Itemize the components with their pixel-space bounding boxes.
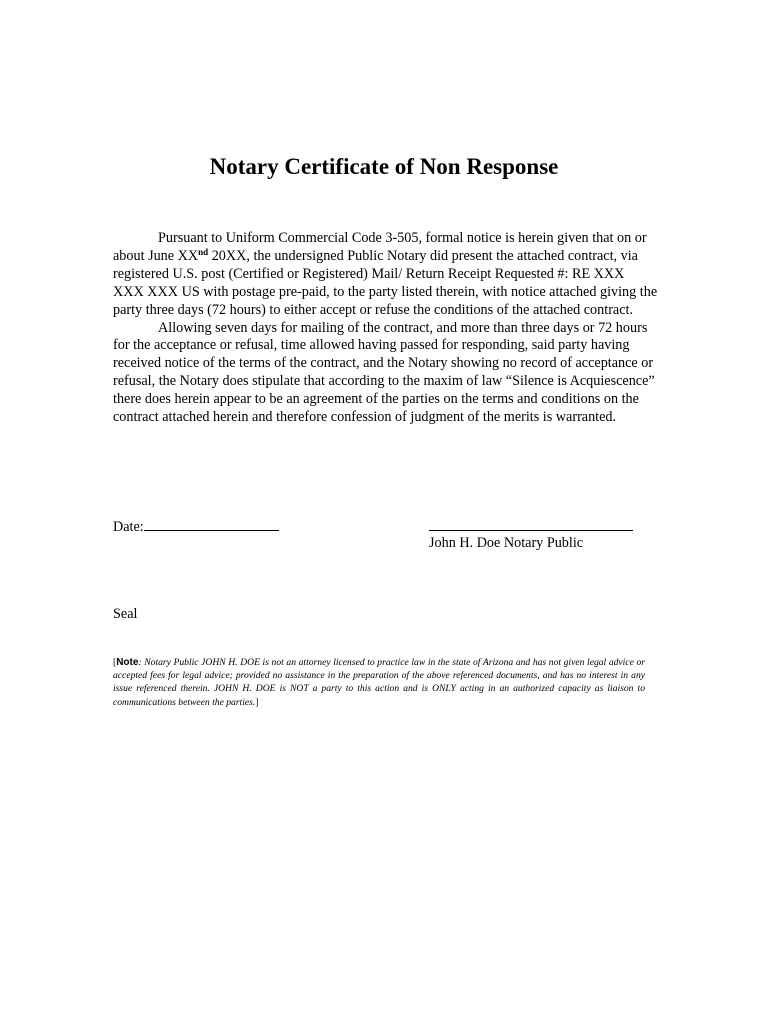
document-body — [113, 230, 658, 427]
disclaimer-note — [113, 656, 645, 709]
date-field — [113, 516, 279, 536]
document-title: Notary Certificate of Non Response — [209, 154, 559, 179]
paragraph-2: Allowing seven days for mailing of the contract, and more than three days or 72 hours for the acceptance or refusal, time allowed having passed for responding, said party having received notice of the terms of the contract, and the Notary showing no record of acceptance or refusal, the Notary does stipulate that according to the maxim of law “Silence is Acquiescence” there does herein appear to be an agreement of the parties on the terms and conditions on the contract attached herein and therefore confession of judgment of the merits is warranted. — [113, 319, 655, 426]
note-open-bracket: [ — [113, 657, 117, 668]
paragraph-1 — [113, 230, 658, 320]
seal-label: Seal — [113, 606, 138, 622]
signature-name: John H. Doe Notary Public — [429, 535, 584, 551]
note-text: Notary Public JOHN H. DOE is not an attorney licensed to practice law in the state of Arizona and has not given legal advice or accepted fees for legal advice; provided no assistance in the preparation of the above referenced documents, and has no interest in any issue referenced therein. JOHN H. DOE is NOT a party to this action and is ONLY acting in an authorized capacity as liaison to communications between the parties. — [113, 657, 645, 708]
date-blank-line — [144, 516, 279, 531]
paragraph-1-part-a: Pursuant to Uniform Commercial Code 3-505, formal notice is herein given that on or about June XX — [113, 230, 647, 264]
date-ordinal-superscript: nd — [198, 246, 209, 257]
note-colon: : — [138, 657, 142, 668]
note-close-bracket: ] — [255, 696, 259, 708]
signature-line — [429, 530, 633, 531]
paragraph-1-part-b: 20XX, the undersigned Public Notary did present the attached contract, via registered U.S. post (Certified or Registered) Mail/ Return Receipt Requested #: RE XXX XXX XXX US with postage pre-paid, to the party listed therein, with notice attached giving the party three days (72 hours) to either accept or refuse the conditions of the attached contract. — [113, 247, 658, 318]
note-label: Note — [116, 657, 139, 668]
date-label: Date: — [113, 519, 144, 535]
